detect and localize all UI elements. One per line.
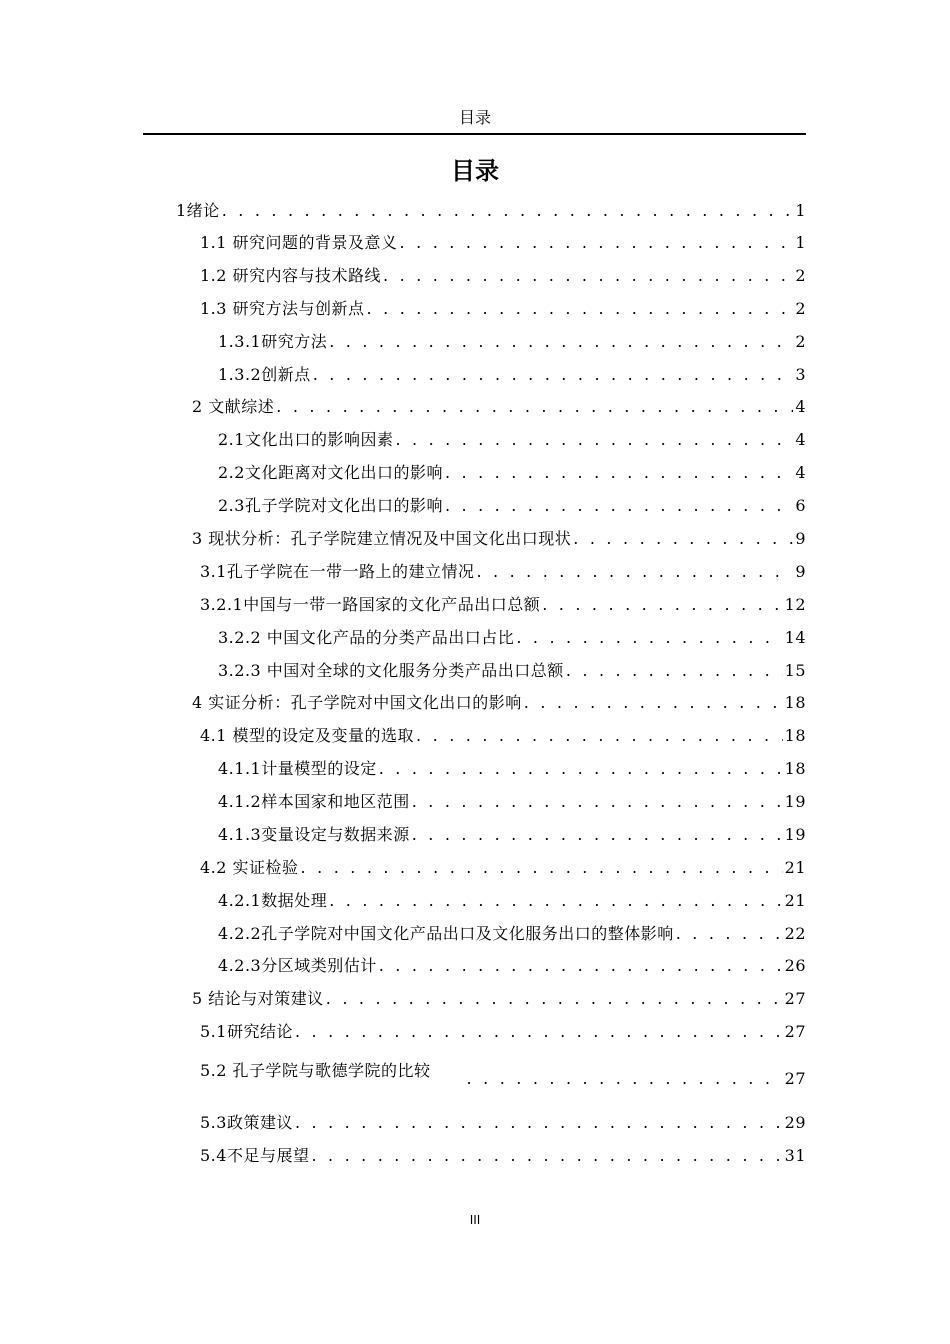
dot-leader xyxy=(383,265,793,287)
toc-entry-page: 27 xyxy=(784,1069,806,1088)
dot-leader xyxy=(276,396,793,418)
toc-entry-text: 1.2 研究内容与技术路线 xyxy=(200,266,382,285)
toc-entry-text: 4.1 模型的设定及变量的选取 xyxy=(200,726,415,745)
toc-entry-page: 18 xyxy=(784,726,806,745)
dot-leader xyxy=(295,1021,783,1043)
toc-entry-page: 4 xyxy=(795,397,806,416)
toc-entry-text: 1绪论 xyxy=(176,201,220,220)
toc-entry-text: 2.1文化出口的影响因素 xyxy=(218,430,394,449)
dot-leader xyxy=(367,298,794,320)
dot-leader xyxy=(476,561,793,583)
toc-entry-3-2-1[interactable] xyxy=(200,590,806,616)
toc-entry-text: 1.3.1研究方法 xyxy=(218,332,328,351)
toc-entry-1-2[interactable] xyxy=(200,261,806,287)
toc-entry-text: 5.1研究结论 xyxy=(200,1022,293,1041)
toc-entry-2[interactable] xyxy=(192,392,806,418)
dot-leader xyxy=(542,594,782,616)
dot-leader xyxy=(412,824,783,846)
dot-leader xyxy=(313,364,794,386)
dot-leader xyxy=(295,1112,783,1134)
toc-entry-text: 5.3政策建议 xyxy=(200,1113,293,1132)
toc-entry-text: 4.1.2样本国家和地区范围 xyxy=(218,792,410,811)
toc-entry-page: 6 xyxy=(795,496,806,515)
toc-entry-1-3-2[interactable] xyxy=(218,360,806,386)
toc-entry-text: 2.3孔子学院对文化出口的影响 xyxy=(218,496,443,515)
toc-entry-text: 4.2.1数据处理 xyxy=(218,891,328,910)
dot-leader xyxy=(676,923,783,945)
toc-entry-2-1[interactable] xyxy=(218,425,806,451)
toc-entry-page: 27 xyxy=(784,989,806,1008)
dot-leader xyxy=(412,791,783,813)
toc-entry-page: 21 xyxy=(784,891,806,910)
dot-leader xyxy=(516,627,782,649)
toc-entry-3[interactable] xyxy=(192,524,806,550)
toc-entry-4-2[interactable] xyxy=(200,853,806,879)
toc-entry-page: 27 xyxy=(784,1022,806,1041)
toc-entry-4-2-1[interactable] xyxy=(218,886,806,912)
toc-entry-2-2[interactable] xyxy=(218,458,806,484)
toc-entry-page: 26 xyxy=(784,956,806,975)
dot-leader xyxy=(301,857,783,879)
toc-entry-page: 4 xyxy=(795,430,806,449)
toc-entry-1[interactable] xyxy=(176,196,806,222)
toc-entry-text: 4 实证分析：孔子学院对中国文化出口的影响 xyxy=(192,693,522,712)
toc-entry-1-3-1[interactable] xyxy=(218,327,806,353)
toc-entry-text: 3.2.2 中国文化产品的分类产品出口占比 xyxy=(218,628,515,647)
dot-leader xyxy=(395,429,793,451)
toc-entry-text: 4.2.2孔子学院对中国文化产品出口及文化服务出口的整体影响 xyxy=(218,924,674,943)
dot-leader xyxy=(566,660,783,682)
dot-leader xyxy=(573,528,793,550)
dot-leader xyxy=(326,988,783,1010)
running-header: 目录 xyxy=(458,108,491,127)
toc-entry-4-1-1[interactable] xyxy=(218,754,806,780)
toc-entry-page: 14 xyxy=(784,628,806,647)
dot-leader xyxy=(379,955,783,977)
toc-entry-text: 4.2 实证检验 xyxy=(200,858,299,877)
toc-entry-text: 2.2文化距离对文化出口的影响 xyxy=(218,463,443,482)
toc-entry-page: 2 xyxy=(795,299,806,318)
toc-entry-page: 1 xyxy=(795,201,806,220)
toc-entry-text: 1.3 研究方法与创新点 xyxy=(200,299,365,318)
dot-leader xyxy=(329,890,782,912)
dot-leader xyxy=(379,758,783,780)
toc-entry-page: 18 xyxy=(784,693,806,712)
toc-entry-text: 5.4不足与展望 xyxy=(200,1146,310,1165)
toc-entry-3-1[interactable] xyxy=(200,557,806,583)
toc-entry-page: 2 xyxy=(795,266,806,285)
toc-entry-page: 1 xyxy=(795,233,806,252)
toc-entry-page: 9 xyxy=(795,529,806,548)
toc-entry-text: 5 结论与对策建议 xyxy=(192,989,324,1008)
dot-leader xyxy=(400,232,794,254)
dot-leader xyxy=(311,1145,782,1167)
dot-leader xyxy=(445,495,793,517)
toc-entry-page: 19 xyxy=(784,825,806,844)
toc-entry-text: 2 文献综述 xyxy=(192,397,275,416)
toc-entry-4-2-3[interactable] xyxy=(218,951,806,977)
toc-entry-3-2-3[interactable] xyxy=(218,656,806,682)
toc-entry-page: 31 xyxy=(784,1146,806,1165)
toc-entry-page: 19 xyxy=(784,792,806,811)
toc-entry-page: 4 xyxy=(795,463,806,482)
toc-entry-5-3[interactable] xyxy=(200,1108,806,1134)
toc-entry-text: 3.2.3 中国对全球的文化服务分类产品出口总额 xyxy=(218,661,564,680)
toc-entry-2-3[interactable] xyxy=(218,491,806,517)
dot-leader xyxy=(222,200,794,222)
toc-entry-page: 22 xyxy=(784,924,806,943)
toc-entry-page: 15 xyxy=(784,661,806,680)
toc-entry-page: 12 xyxy=(784,595,806,614)
toc-entry-4-1-2[interactable] xyxy=(218,787,806,813)
dot-leader xyxy=(467,1068,783,1090)
dot-leader xyxy=(416,725,783,747)
toc-entry-page: 29 xyxy=(784,1113,806,1132)
dot-leader xyxy=(524,692,783,714)
toc-entry-text: 4.1.3变量设定与数据来源 xyxy=(218,825,410,844)
toc-entry-text: 4.1.1计量模型的设定 xyxy=(218,759,377,778)
toc-entry-text: 1.3.2创新点 xyxy=(218,365,311,384)
toc-entry-5-4[interactable] xyxy=(200,1141,806,1167)
toc-entry-4-1[interactable] xyxy=(200,721,806,747)
toc-entry-3-2-2[interactable] xyxy=(218,623,806,649)
toc-entry-text: 3.1孔子学院在一带一路上的建立情况 xyxy=(200,562,475,581)
toc-entry-4-1-3[interactable] xyxy=(218,820,806,846)
toc-entry-page: 18 xyxy=(784,759,806,778)
dot-leader xyxy=(329,331,793,353)
toc-entry-4-2-2[interactable] xyxy=(218,919,806,945)
toc-entry-text: 4.2.3分区域类别估计 xyxy=(218,956,377,975)
toc-entry-1-1[interactable] xyxy=(200,228,806,254)
toc-entry-5-2[interactable] xyxy=(200,1061,806,1090)
toc-entry-page: 3 xyxy=(795,365,806,384)
toc-entry-1-3[interactable] xyxy=(200,294,806,320)
toc-entry-5-1[interactable] xyxy=(200,1017,806,1043)
page-number: III xyxy=(469,1213,481,1227)
toc-entry-5[interactable] xyxy=(192,984,806,1010)
toc-entry-text: 1.1 研究问题的背景及意义 xyxy=(200,233,398,252)
toc-entry-text: 3 现状分析：孔子学院建立情况及中国文化出口现状 xyxy=(192,529,572,548)
toc-entry-page: 21 xyxy=(784,858,806,877)
dot-leader xyxy=(445,462,793,484)
toc-entry-page: 2 xyxy=(795,332,806,351)
toc-entry-text: 3.2.1中国与一带一路国家的文化产品出口总额 xyxy=(200,595,541,614)
toc-entry-text: 5.2 孔子学院与歌德学院的比较 xyxy=(200,1061,431,1080)
toc-entry-4[interactable] xyxy=(192,688,806,714)
toc-entry-page: 9 xyxy=(795,562,806,581)
toc-title: 目录 xyxy=(451,156,499,185)
